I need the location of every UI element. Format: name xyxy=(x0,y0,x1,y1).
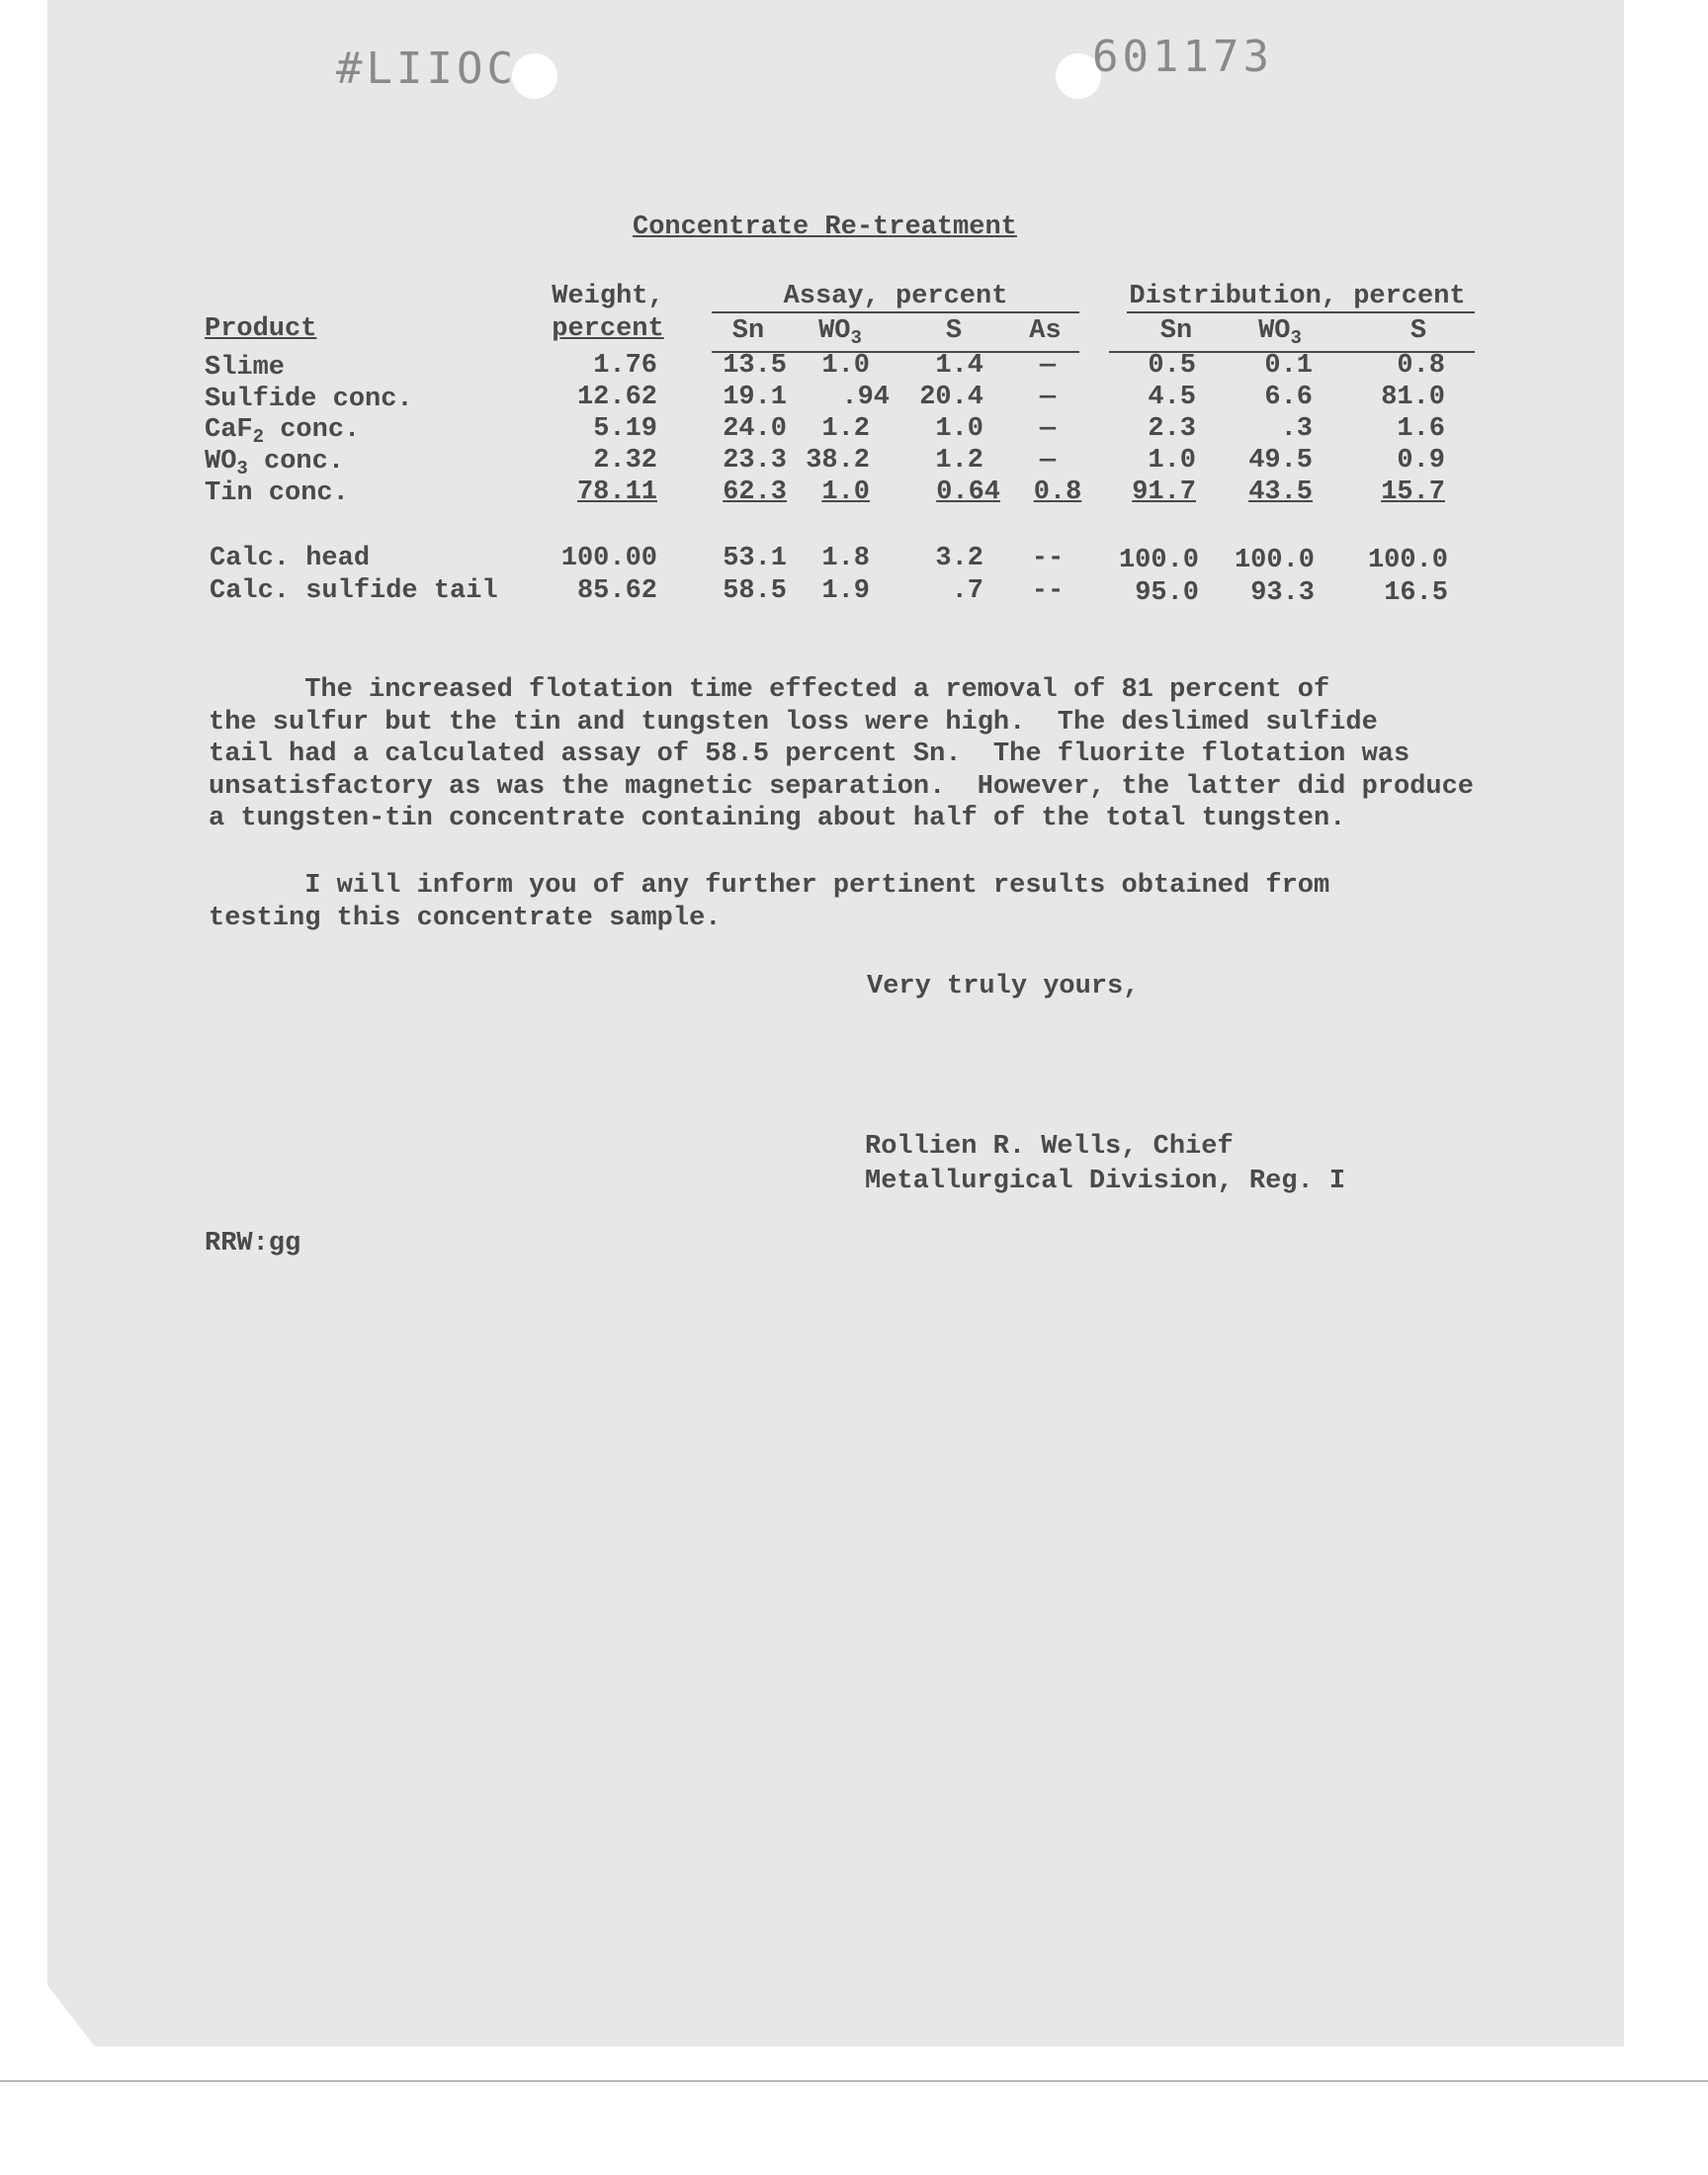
distribution-group-underline xyxy=(1127,311,1475,313)
row-product: Slime xyxy=(205,353,286,383)
cell-weight: 12.62 xyxy=(576,383,657,412)
cell-assay-sn: 24.0 xyxy=(723,414,787,444)
header-assay-wo3: $WO_3$ xyxy=(818,316,862,349)
cell-dist-s: 100.0 xyxy=(1367,546,1448,575)
closing: Very truly yours, xyxy=(867,972,1140,1001)
typist-initials: RRW:gg xyxy=(205,1229,301,1259)
cell-assay-s: 1.0 xyxy=(935,414,983,444)
cell-dist-wo3: 93.3 xyxy=(1250,578,1315,608)
cell-dist-sn: 0.5 xyxy=(1148,351,1196,381)
page-stamp-right: 601173 xyxy=(1092,32,1273,82)
cell-assay-wo3: 1.2 xyxy=(821,414,870,444)
row-product: CaF$_2$ conc. xyxy=(205,415,361,448)
total-row-product: Calc. sulfide tail xyxy=(210,576,498,606)
cell-dist-wo3: 100.0 xyxy=(1234,546,1315,575)
total-row-product: Calc. head xyxy=(210,544,371,573)
header-distribution-group: Distribution, percent xyxy=(1129,282,1466,311)
cell-assay-as: — xyxy=(1039,351,1057,381)
cell-dist-s: 0.8 xyxy=(1397,351,1445,381)
cell-dist-s: 16.5 xyxy=(1384,578,1448,608)
cell-assay-sn: 53.1 xyxy=(723,544,787,573)
cell-assay-s: 20.4 xyxy=(919,383,983,412)
cell-assay-wo3: 38.2 xyxy=(806,446,870,476)
header-assay-s: S xyxy=(945,316,963,346)
cell-dist-s: 1.6 xyxy=(1397,414,1445,444)
cell-dist-wo3: 0.1 xyxy=(1264,351,1313,381)
cell-assay-sn: 58.5 xyxy=(723,576,787,606)
body-paragraph-2: I will inform you of any further pertinent results obtained from testing this concentrate sample. xyxy=(209,871,1330,933)
header-weight-line1: Weight, xyxy=(552,282,664,311)
cell-assay-wo3: 1.0 xyxy=(821,478,870,507)
row-product: $WO_3$ conc. xyxy=(205,447,345,479)
cell-assay-wo3: 1.0 xyxy=(821,351,870,381)
cell-assay-s: 0.64 xyxy=(936,478,1000,507)
header-dist-s: S xyxy=(1409,316,1427,346)
cell-assay-s: 1.4 xyxy=(935,351,983,381)
cell-weight: 1.76 xyxy=(593,351,657,381)
cell-dist-sn: 1.0 xyxy=(1148,446,1196,476)
header-weight-line2: percent xyxy=(552,314,664,344)
cell-assay-wo3: 1.9 xyxy=(821,576,870,606)
cell-assay-wo3: .94 xyxy=(841,383,890,412)
cell-weight: 85.62 xyxy=(576,576,657,606)
cell-assay-as: -- xyxy=(1031,544,1065,573)
cell-dist-sn: 4.5 xyxy=(1148,383,1196,412)
cell-weight: 78.11 xyxy=(576,478,657,507)
row-product: Sulfide conc. xyxy=(205,385,413,414)
signature-name: Rollien R. Wells, Chief xyxy=(865,1132,1234,1162)
body-paragraph-1: The increased flotation time effected a removal of 81 percent of the sulfur but the tin and tungsten loss were high. The deslimed sulfide tail had a calculated assay of 58.5 percent Sn. The fluorite flotation was unsatisfactory as was the magnetic separation. However, the latter did produce a tungsten-tin concentrate containing about half of the total tungsten. xyxy=(209,675,1475,833)
cell-assay-s: 3.2 xyxy=(935,544,983,573)
cell-assay-sn: 23.3 xyxy=(723,446,787,476)
header-assay-as: As xyxy=(1029,316,1062,346)
cell-dist-s: 0.9 xyxy=(1397,446,1445,476)
assay-group-underline xyxy=(712,311,1079,313)
cell-assay-sn: 62.3 xyxy=(723,478,787,507)
document-title: Concentrate Re-treatment xyxy=(633,213,1017,242)
cell-dist-wo3: 49.5 xyxy=(1248,446,1313,476)
cell-dist-sn: 100.0 xyxy=(1118,546,1199,575)
cell-assay-s: 1.2 xyxy=(935,446,983,476)
cell-assay-wo3: 1.8 xyxy=(821,544,870,573)
page-stamp-left: #LIIOC xyxy=(336,44,517,94)
cell-dist-wo3: 43.5 xyxy=(1248,478,1313,507)
cell-assay-as: — xyxy=(1039,383,1057,412)
cell-assay-s: .7 xyxy=(951,576,983,606)
header-assay-group: Assay, percent xyxy=(783,282,1008,311)
cell-dist-sn: 95.0 xyxy=(1135,578,1199,608)
cell-assay-as: — xyxy=(1039,414,1057,444)
cell-weight: 5.19 xyxy=(593,414,657,444)
cell-assay-sn: 19.1 xyxy=(723,383,787,412)
punch-hole-left xyxy=(512,53,557,99)
cell-dist-sn: 91.7 xyxy=(1132,478,1196,507)
cell-assay-as: 0.8 xyxy=(1033,478,1082,507)
header-dist-sn: Sn xyxy=(1159,316,1193,346)
header-product: Product xyxy=(205,314,317,344)
cell-dist-wo3: 6.6 xyxy=(1264,383,1313,412)
cell-assay-as: — xyxy=(1039,446,1057,476)
cell-weight: 100.00 xyxy=(560,544,657,573)
scan-edge-line xyxy=(0,2080,1708,2082)
cell-assay-sn: 13.5 xyxy=(723,351,787,381)
header-assay-sn: Sn xyxy=(731,316,765,346)
cell-assay-as: -- xyxy=(1031,576,1065,606)
header-dist-wo3: $WO_3$ xyxy=(1258,316,1302,349)
signature-division: Metallurgical Division, Reg. I xyxy=(865,1167,1346,1196)
cell-weight: 2.32 xyxy=(593,446,657,476)
cell-dist-s: 15.7 xyxy=(1381,478,1445,507)
cell-dist-sn: 2.3 xyxy=(1148,414,1196,444)
cell-dist-wo3: .3 xyxy=(1280,414,1313,444)
row-product: Tin conc. xyxy=(205,478,349,508)
cell-dist-s: 81.0 xyxy=(1381,383,1445,412)
